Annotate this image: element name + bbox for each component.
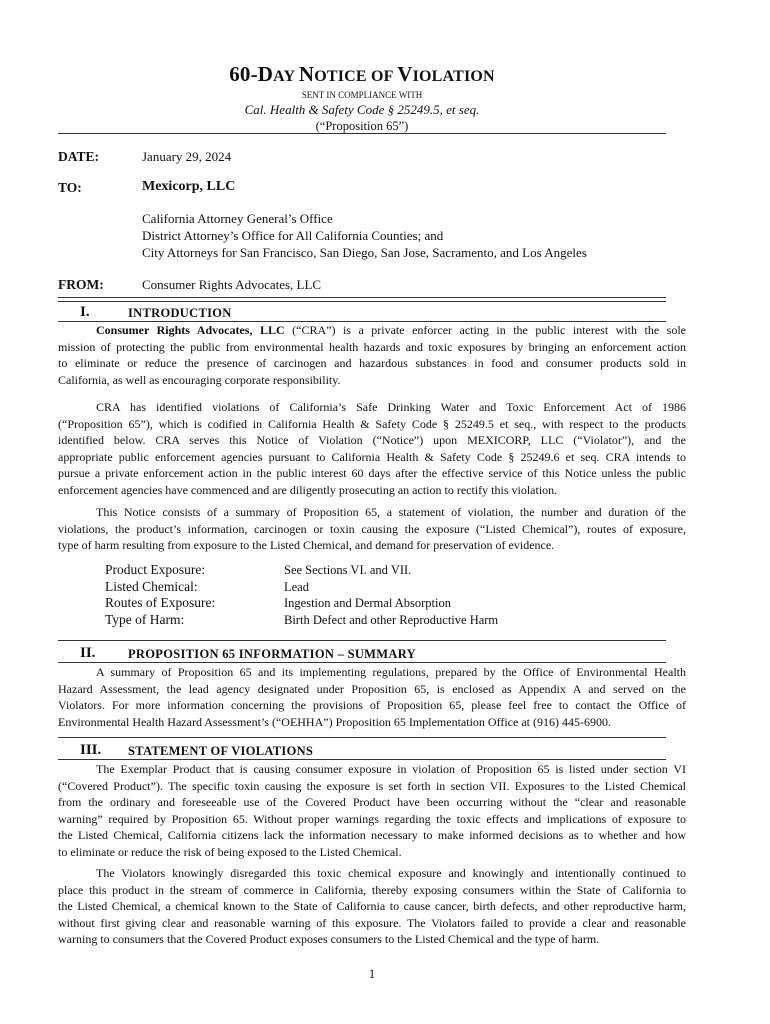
date-value: January 29, 2024: [142, 149, 232, 164]
section-rule: [58, 297, 666, 302]
summary-value: Ingestion and Dermal Absorption: [284, 596, 451, 610]
paragraph-line: Hazard Assessment, the lead agency designated under Proposition 65, is enclosed as Appendix A and served on the: [58, 681, 686, 696]
paragraph: [58, 322, 686, 388]
enforcer-name: Consumer Rights Advocates, LLC: [96, 323, 285, 337]
paragraph-line: identified below. CRA serves this Notice of Violation (“Notice”) upon MEXICORP, LLC (“Violator”), and the: [58, 433, 686, 448]
from-value: Consumer Rights Advocates, LLC: [142, 277, 322, 292]
paragraph-line: The Violators knowingly disregarded this toxic chemical exposure and knowingly and intentionally continued to: [96, 866, 686, 880]
header-rule: [58, 133, 666, 134]
document-title: 60-DAY NOTICE OF VIOLATION: [229, 62, 495, 86]
code-reference: Cal. Health & Safety Code § 25249.5, et seq.: [244, 102, 480, 117]
section-number: II.: [80, 645, 96, 661]
paragraph-line: type of harm resulting from exposure to the Listed Chemical, and demand for preservation of evidence.: [58, 538, 555, 553]
section-title: INTRODUCTION: [128, 306, 232, 320]
from-label: FROM:: [58, 277, 104, 292]
section-rule: [58, 737, 666, 738]
paragraph-line: the Listed Chemical, California citizens lack the information necessary to make informed decisions as to whether and how: [58, 828, 686, 843]
paragraph-line: appropriate public enforcement agencies pursuant to California Health & Safety Code § 25249.6 et seq. CRA intends to: [58, 449, 686, 464]
paragraph-line: This Notice consists of a summary of Proposition 65, a statement of violation, the number and duration of the: [96, 505, 686, 519]
recipient: District Attorney’s Office for All California Counties; and: [142, 228, 444, 243]
sent-in-compliance: SENT IN COMPLIANCE WITH: [301, 90, 423, 100]
section-rule: [58, 640, 666, 641]
summary-value: Lead: [284, 579, 309, 594]
paragraph-line: warning” required by Proposition 65. Without proper warnings regarding the toxic effects and implications of exposure to: [58, 811, 686, 826]
date-label: DATE:: [58, 149, 100, 164]
to-label: TO:: [58, 180, 82, 195]
paragraph-line: mission of protecting the public from environmental health hazards and toxic exposures by bringing an enforcement action: [58, 339, 686, 354]
paragraph-line: CRA has identified violations of California’s Safe Drinking Water and Toxic Enforcement Act of 1986: [96, 400, 686, 414]
summary-key: Routes of Exposure:: [105, 595, 216, 610]
paragraph-line: to eliminate or reduce the risk of being exposed to the Listed Chemical.: [58, 844, 402, 859]
paragraph-line: Violators. For more information concerning the provisions of Proposition 65, please feel free to contact the Office of: [58, 698, 686, 713]
paragraph-line: from the ordinary and foreseeable use of the Covered Product have been occurring without the “clear and reasonable: [58, 795, 686, 810]
paragraph-line: (“Covered Product”). The specific toxin causing the exposure is set forth in section VII. Exposures to the Listed Chemical: [58, 778, 686, 793]
paragraph-line: (“Proposition 65”), which is codified in California Health & Safety Code § 25249.5 et seq., with respect to the products: [58, 416, 686, 431]
page-number: 1: [368, 966, 376, 981]
section-title: STATEMENT OF VIOLATIONS: [128, 744, 314, 758]
paragraph: [58, 664, 686, 730]
paragraph-line: pursue a private enforcement action in the public interest 60 days after the effective service of this Notice unless the public: [58, 466, 686, 481]
paragraph: [58, 761, 686, 861]
paragraph: [58, 399, 686, 499]
paragraph-line: violations, the product’s information, carcinogen or toxin causing the exposure (“Listed Chemical”), routes of exposure,: [58, 521, 686, 536]
paragraph-line: California, as well as encouraging corporate responsibility.: [58, 372, 341, 387]
paragraph-line: enforcement agencies have commenced and are diligently prosecuting an action to rectify this violation.: [58, 482, 558, 497]
paragraph: [58, 504, 686, 554]
paragraph-line: Environmental Health Hazard Assessment’s (“OEHHA”) Proposition 65 Implementation Office at (916) 445-6900.: [58, 714, 611, 729]
section-number: I.: [80, 304, 90, 320]
recipient: California Attorney General’s Office: [142, 211, 333, 226]
paragraph-line: The Exemplar Product that is causing consumer exposure in violation of Proposition 65 is listed under section VI: [96, 762, 686, 776]
paragraph: [58, 865, 686, 948]
section-number: III.: [80, 742, 102, 758]
paragraph-line: warning to consumers that the Covered Product exposes consumers to the Listed Chemical and the type of harm.: [58, 932, 600, 947]
paragraph-line: without first giving clear and reasonable warning of this exposure. The Violators failed to provide a clear and reasonable: [58, 915, 686, 930]
paragraph-line: Consumer Rights Advocates, LLC (“CRA”) is a private enforcer acting in the public interest with the sole: [96, 323, 686, 337]
proposition-label: (“Proposition 65”): [315, 119, 409, 133]
recipient: City Attorneys for San Francisco, San Diego, San Jose, Sacramento, and Los Angeles: [142, 245, 587, 260]
summary-key: Product Exposure:: [105, 562, 206, 577]
summary-key: Listed Chemical:: [105, 578, 198, 594]
summary-key: Type of Harm:: [105, 611, 185, 627]
paragraph-line: A summary of Proposition 65 and its implementing regulations, prepared by the Office of Environmental Health: [96, 665, 686, 679]
section-title: PROPOSITION 65 INFORMATION – SUMMARY: [128, 647, 416, 661]
section-rule: [58, 662, 666, 663]
summary-value: Birth Defect and other Reproductive Harm: [284, 612, 499, 627]
to-value: Mexicorp, LLC: [142, 179, 236, 194]
paragraph-line: to eliminate or reduce the presence of carcinogen and hazardous substances in food and consumer products sold in: [58, 356, 686, 371]
section-rule: [58, 759, 666, 760]
summary-value: See Sections VI. and VII.: [284, 563, 412, 577]
paragraph-line: place this product in the stream of commerce in California, thereby exposing consumers within the State of California to: [58, 882, 686, 897]
paragraph-line: the Listed Chemical, a chemical known to the State of California to cause cancer, birth defects, and other reproductive harm,: [58, 899, 686, 914]
